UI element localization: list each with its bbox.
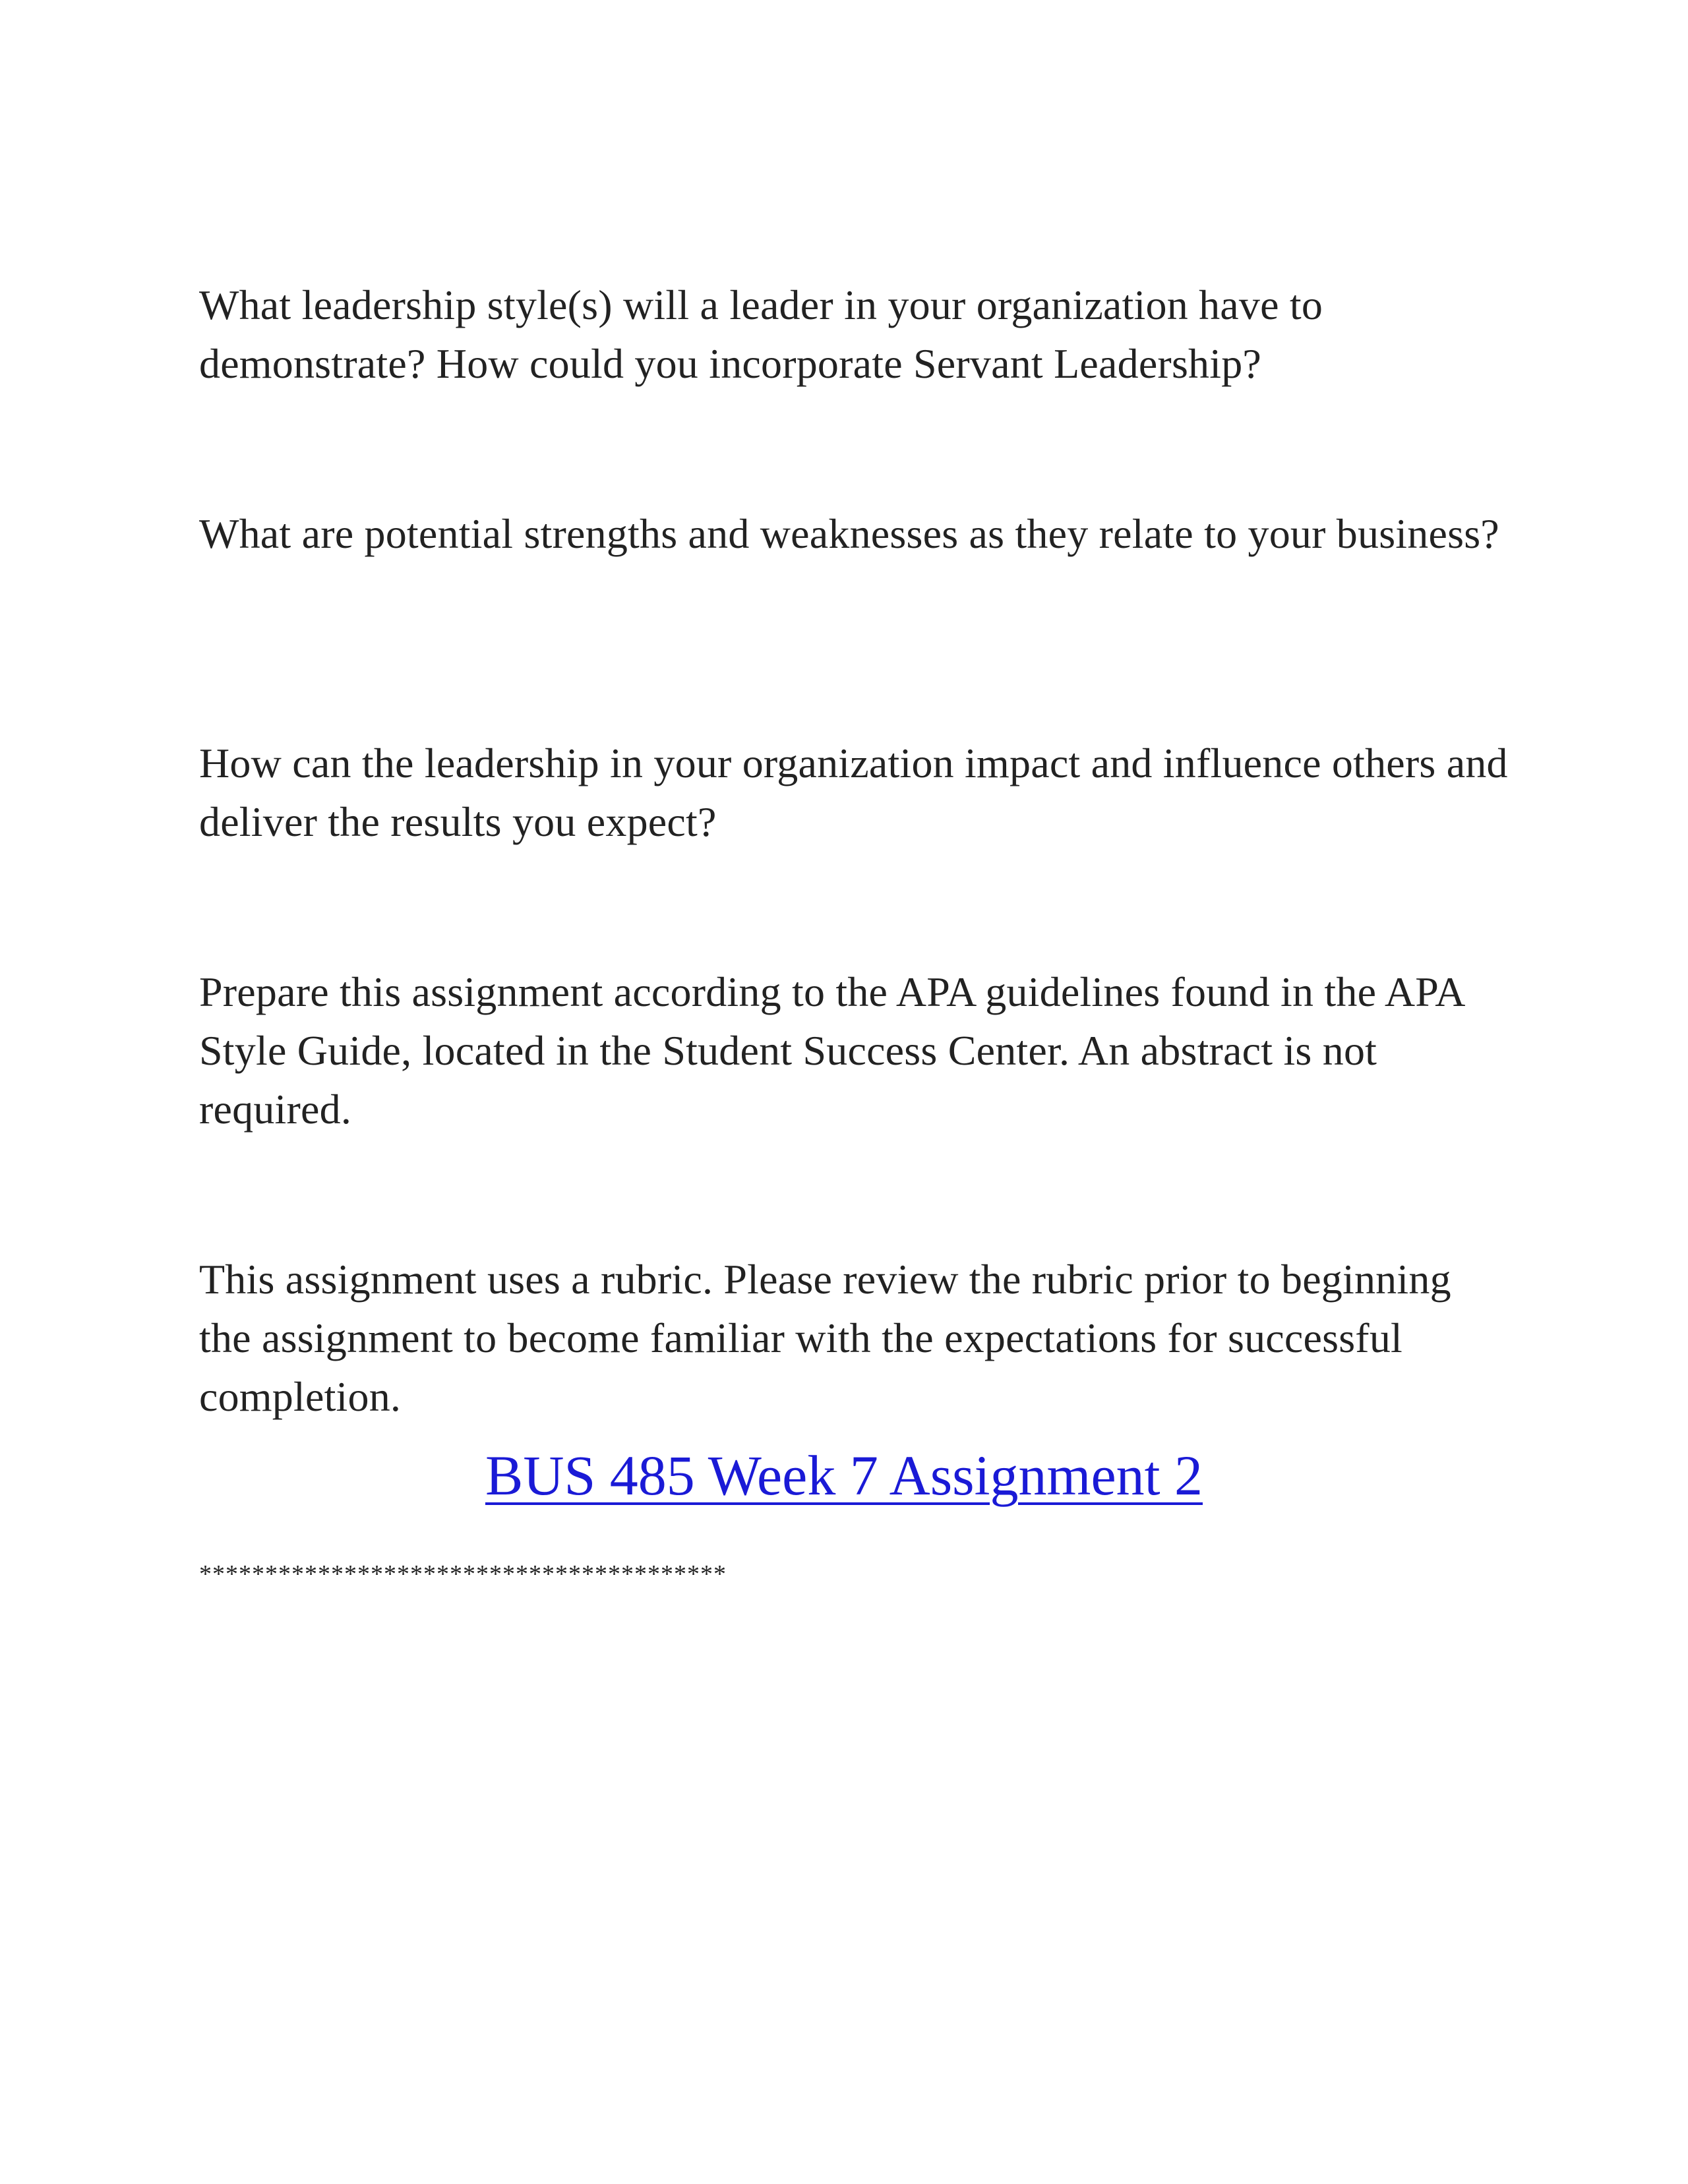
link-container bbox=[0, 1439, 1688, 1512]
paragraph-apa-guidelines: Prepare this assignment according to the APA guidelines found in the APA Style Guide, located in the Student Success Center. An abstract is not required. bbox=[199, 968, 1464, 1133]
asterisk-separator: **************************************** bbox=[199, 1560, 727, 1588]
assignment-link[interactable]: BUS 485 Week 7 Assignment 2 bbox=[485, 1444, 1203, 1507]
paragraph-impact-influence: How can the leadership in your organization impact and influence others and deliver the results you expect? bbox=[199, 740, 1508, 845]
paragraph-leadership-style: What leadership style(s) will a leader in your organization have to demonstrate? How could you incorporate Servant Leadership? bbox=[199, 281, 1323, 387]
paragraph-rubric: This assignment uses a rubric. Please review the rubric prior to beginning the assignment to become familiar with the expectations for successful completion. bbox=[199, 1256, 1451, 1420]
paragraph-strengths-weaknesses: What are potential strengths and weaknesses as they relate to your business? bbox=[199, 510, 1499, 557]
